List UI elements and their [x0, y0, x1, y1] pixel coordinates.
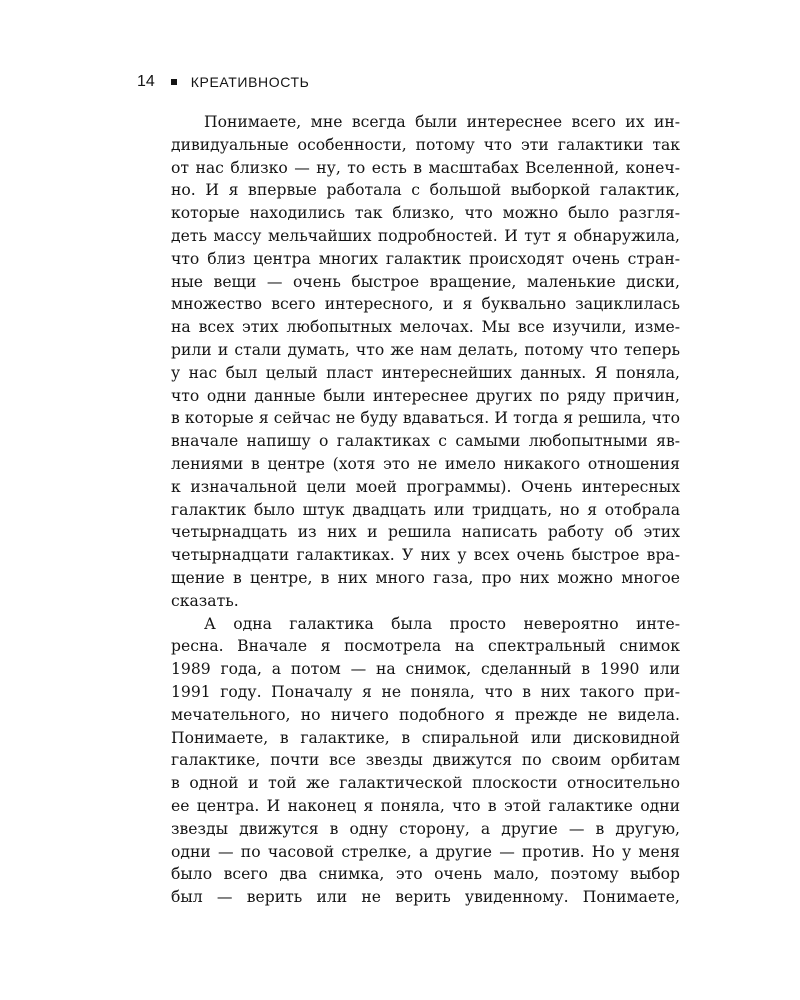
text-line: рили и стали думать, что же нам делать, потому что теперь: [171, 340, 680, 359]
text-line: множество всего интересного, и я буквально зациклилась: [171, 295, 680, 314]
text-line: щение в центре, в них много газа, про них можно многое: [171, 568, 680, 587]
text-line: ресна. Вначале я посмотрела на спектральный снимок: [171, 637, 680, 656]
body-text: [171, 111, 680, 909]
text-line: было всего два снимка, это очень мало, поэтому выбор: [171, 865, 680, 884]
text-line: что одни данные были интереснее других по ряду причин,: [171, 386, 680, 405]
text-line: галактике, почти все звезды движутся по своим орбитам: [171, 751, 680, 770]
text-line: ее центра. И наконец я поняла, что в этой галактике одни: [171, 796, 680, 815]
text-line: мечательного, но ничего подобного я прежде не видела.: [171, 705, 680, 724]
text-line: в одной и той же галактической плоскости относительно: [171, 774, 680, 793]
bullet-separator-icon: [171, 79, 177, 85]
text-line: дивидуальные особенности, потому что эти галактики так: [171, 135, 680, 154]
text-line: от нас близко — ну, то есть в масштабах Вселенной, конеч-: [171, 158, 680, 177]
text-line: что близ центра многих галактик происходят очень стран-: [171, 249, 680, 268]
text-line: у нас был целый пласт интереснейших данных. Я поняла,: [171, 363, 680, 382]
text-line: ные вещи — очень быстрое вращение, маленькие диски,: [171, 272, 680, 291]
text-line: был — верить или не верить увиденному. Понимаете,: [171, 888, 680, 907]
text-line: 1991 году. Поначалу я не поняла, что в них такого при-: [171, 682, 680, 701]
text-line: А одна галактика была просто невероятно инте-: [204, 614, 680, 633]
text-line: которые находились так близко, что можно было разгля-: [171, 204, 680, 223]
section-title: КРЕАТИВНОСТЬ: [190, 74, 310, 90]
text-line: галактик было штук двадцать или тридцать, но я отобрала: [171, 500, 680, 519]
text-line: деть массу мельчайших подробностей. И тут я обнаружила,: [171, 226, 680, 245]
text-line: четырнадцати галактиках. У них у всех очень быстрое вра-: [171, 546, 680, 565]
text-line: Понимаете, в галактике, в спиральной или дисковидной: [171, 728, 680, 747]
text-line: к изначальной цели моей программы). Очень интересных: [171, 477, 680, 496]
text-line: сказать.: [171, 591, 239, 610]
text-line: но. И я впервые работала с большой выборкой галактик,: [171, 181, 680, 200]
text-line: в которые я сейчас не буду вдаваться. И тогда я решила, что: [171, 409, 680, 428]
text-line: четырнадцать из них и решила написать работу об этих: [171, 523, 680, 542]
page-number: 14: [137, 73, 155, 90]
text-line: одни — по часовой стрелке, а другие — против. Но у меня: [171, 842, 680, 861]
text-line: вначале напишу о галактиках с самыми любопытными яв-: [171, 432, 680, 451]
text-line: лениями в центре (хотя это не имело никакого отношения: [171, 454, 680, 473]
text-line: на всех этих любопытных мелочах. Мы все изучили, изме-: [171, 318, 680, 337]
text-line: Понимаете, мне всегда были интереснее всего их ин-: [204, 113, 680, 131]
text-line: звезды движутся в одну сторону, а другие — в другую,: [171, 819, 680, 838]
running-header: [137, 73, 309, 91]
text-line: 1989 года, а потом — на снимок, сделанный в 1990 или: [171, 660, 680, 679]
